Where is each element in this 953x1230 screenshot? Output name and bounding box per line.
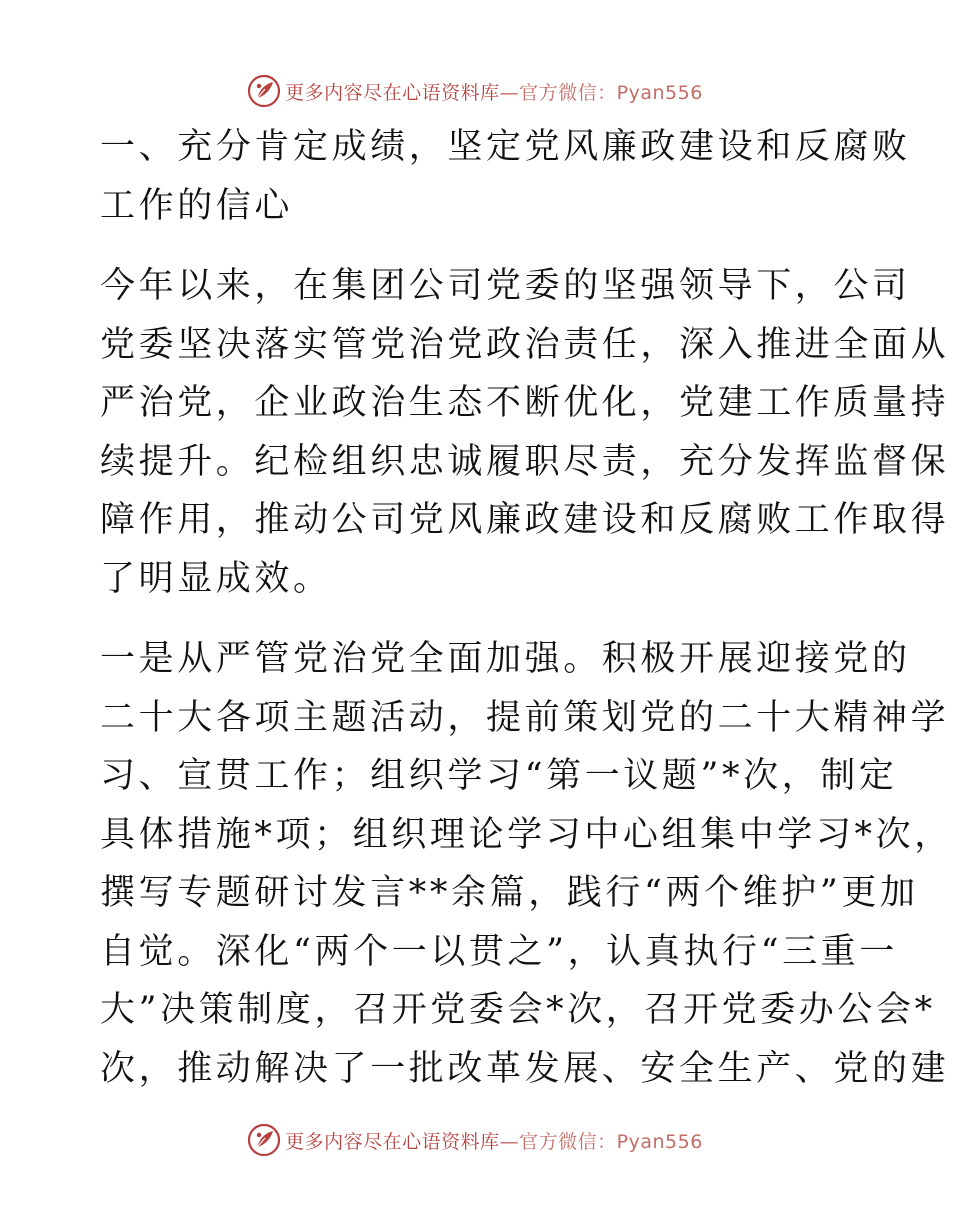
paragraph-line: 续提升。纪检组织忠诚履职尽责，充分发挥监督保: [100, 441, 950, 482]
document-body: [100, 118, 953, 1098]
watermark-contact: —官方微信：Pyan556: [499, 81, 703, 104]
paragraph-line: 党委坚决落实管党治党政治责任，深入推进全面从: [100, 324, 950, 365]
paragraph-line: 具体措施*项；组织理论学习中心组集中学习*次，: [100, 814, 953, 855]
header-watermark: [0, 71, 950, 111]
footer-watermark: [0, 1120, 950, 1160]
paragraph-line: 了明显成效。: [100, 558, 332, 599]
paragraph-1: [100, 257, 950, 608]
paragraph-line: 严治党，企业政治生态不断优化，党建工作质量持: [100, 383, 950, 423]
paragraph-2: [100, 630, 953, 1098]
watermark-label: 更多内容尽在心语资料库: [285, 81, 500, 104]
heading-line: 一、充分肯定成绩，坚定党风廉政建设和反腐败: [100, 127, 911, 167]
paragraph-line: 今年以来，在集团公司党委的坚强领导下，公司: [100, 266, 911, 306]
paragraph-line: 障作用，推动公司党风廉政建设和反腐败工作取得: [100, 500, 950, 540]
feather-pen-logo-icon: [247, 1123, 281, 1157]
feather-pen-logo-icon: [247, 74, 281, 108]
section-heading: [100, 118, 911, 235]
paragraph-line: 自觉。深化“两个一以贯之”，认真执行“三重一: [100, 931, 898, 972]
watermark-label: 更多内容尽在心语资料库: [285, 1130, 500, 1153]
watermark-text: [285, 78, 703, 105]
paragraph-line: 一是从严管党治党全面加强。积极开展迎接党的: [100, 639, 911, 679]
paragraph-line: 二十大各项主题活动，提前策划党的二十大精神学: [100, 697, 950, 738]
paragraph-line: 撰写专题研讨发言**余篇，践行“两个维护”更加: [100, 873, 919, 913]
heading-line: 工作的信心: [100, 185, 294, 226]
paragraph-line: 习、宣贯工作；组织学习“第一议题”*次，制定: [100, 756, 898, 796]
watermark-contact: —官方微信：Pyan556: [499, 1130, 703, 1153]
paragraph-line: 大”决策制度，召开党委会*次，召开党委办公会*: [100, 990, 936, 1030]
paragraph-line: 次，推动解决了一批改革发展、安全生产、党的建: [100, 1048, 950, 1089]
watermark-text: [285, 1127, 703, 1154]
